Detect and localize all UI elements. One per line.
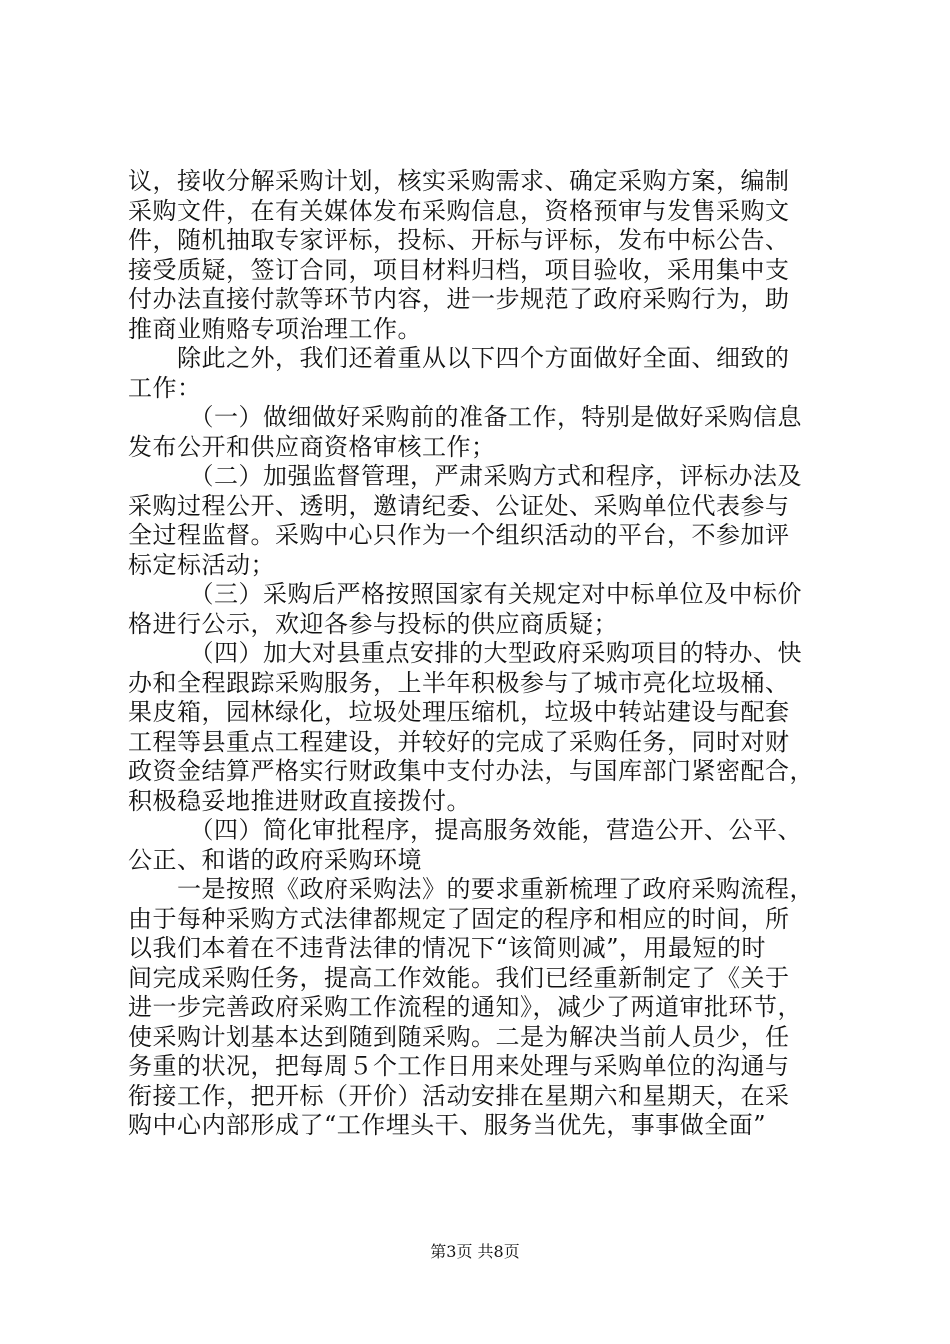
text-line: 工作： xyxy=(128,373,202,402)
body-text xyxy=(128,167,828,1141)
text-line: 以我们本着在不违背法律的情况下“该简则减”，用最短的时 xyxy=(128,934,767,962)
text-line: 果皮箱，园林绿化，垃圾处理压缩机，垃圾中转站建设与配套 xyxy=(128,698,790,726)
text-line: 发布公开和供应商资格审核工作； xyxy=(128,432,496,461)
text-line: （四）加大对县重点安排的大型政府采购项目的特办、快 xyxy=(128,639,802,667)
text-line: （四）简化审批程序，提高服务效能，营造公开、公平、 xyxy=(128,816,802,844)
page-footer: 第3页 共8页 xyxy=(430,1242,520,1261)
text-line: 使采购计划基本达到随到随采购。二是为解决当前人员少，任 xyxy=(128,1022,790,1051)
text-line: 采购文件，在有关媒体发布采购信息，资格预审与发售采购文 xyxy=(128,196,790,225)
text-line: 务重的状况，把每周５个工作日用来处理与采购单位的沟通与 xyxy=(128,1052,790,1080)
text-line: 接受质疑，签订合同，项目材料归档，项目验收，采用集中支 xyxy=(128,255,790,284)
text-line: 推商业贿赂专项治理工作。 xyxy=(128,314,422,343)
text-line: 工程等县重点工程建设，并较好的完成了采购任务，同时对财 xyxy=(128,727,790,756)
text-line: 政资金结算严格实行财政集中支付办法，与国库部门紧密配合， xyxy=(128,757,814,785)
text-line: （三）采购后严格按照国家有关规定对中标单位及中标价 xyxy=(128,580,802,608)
text-line: 由于每种采购方式法律都规定了固定的程序和相应的时间，所 xyxy=(128,904,790,933)
text-line: 办和全程跟踪采购服务，上半年积极参与了城市亮化垃圾桶、 xyxy=(128,668,790,697)
text-line: 购中心内部形成了“工作埋头干、服务当优先，事事做全面” xyxy=(128,1111,767,1139)
text-line: 议，接收分解采购计划，核实采购需求、确定采购方案，编制 xyxy=(128,167,790,195)
text-line: 采购过程公开、透明，邀请纪委、公证处、采购单位代表参与 xyxy=(128,491,790,520)
text-line: 全过程监督。采购中心只作为一个组织活动的平台，不参加评 xyxy=(128,521,790,549)
text-line: （一）做细做好采购前的准备工作，特别是做好采购信息 xyxy=(128,403,802,431)
text-line: 积极稳妥地推进财政直接拨付。 xyxy=(128,786,471,815)
text-line: 格进行公示，欢迎各参与投标的供应商质疑； xyxy=(128,609,618,638)
text-line: 标定标活动； xyxy=(128,550,275,579)
text-line: 公正、和谐的政府采购环境 xyxy=(128,845,422,874)
text-line: （二）加强监督管理，严肃采购方式和程序，评标办法及 xyxy=(128,462,802,490)
text-line: 衔接工作，把开标（开价）活动安排在星期六和星期天，在采 xyxy=(128,1081,790,1110)
text-line: 件，随机抽取专家评标，投标、开标与评标，发布中标公告、 xyxy=(128,226,790,254)
text-line: 间完成采购任务，提高工作效能。我们已经重新制定了《关于 xyxy=(128,963,790,992)
text-line: 一是按照《政府采购法》的要求重新梳理了政府采购流程， xyxy=(128,875,814,903)
text-line: 付办法直接付款等环节内容，进一步规范了政府采购行为，助 xyxy=(128,285,790,313)
text-line: 除此之外，我们还着重从以下四个方面做好全面、细致的 xyxy=(128,344,790,372)
text-line: 进一步完善政府采购工作流程的通知》，减少了两道审批环节， xyxy=(128,993,802,1021)
